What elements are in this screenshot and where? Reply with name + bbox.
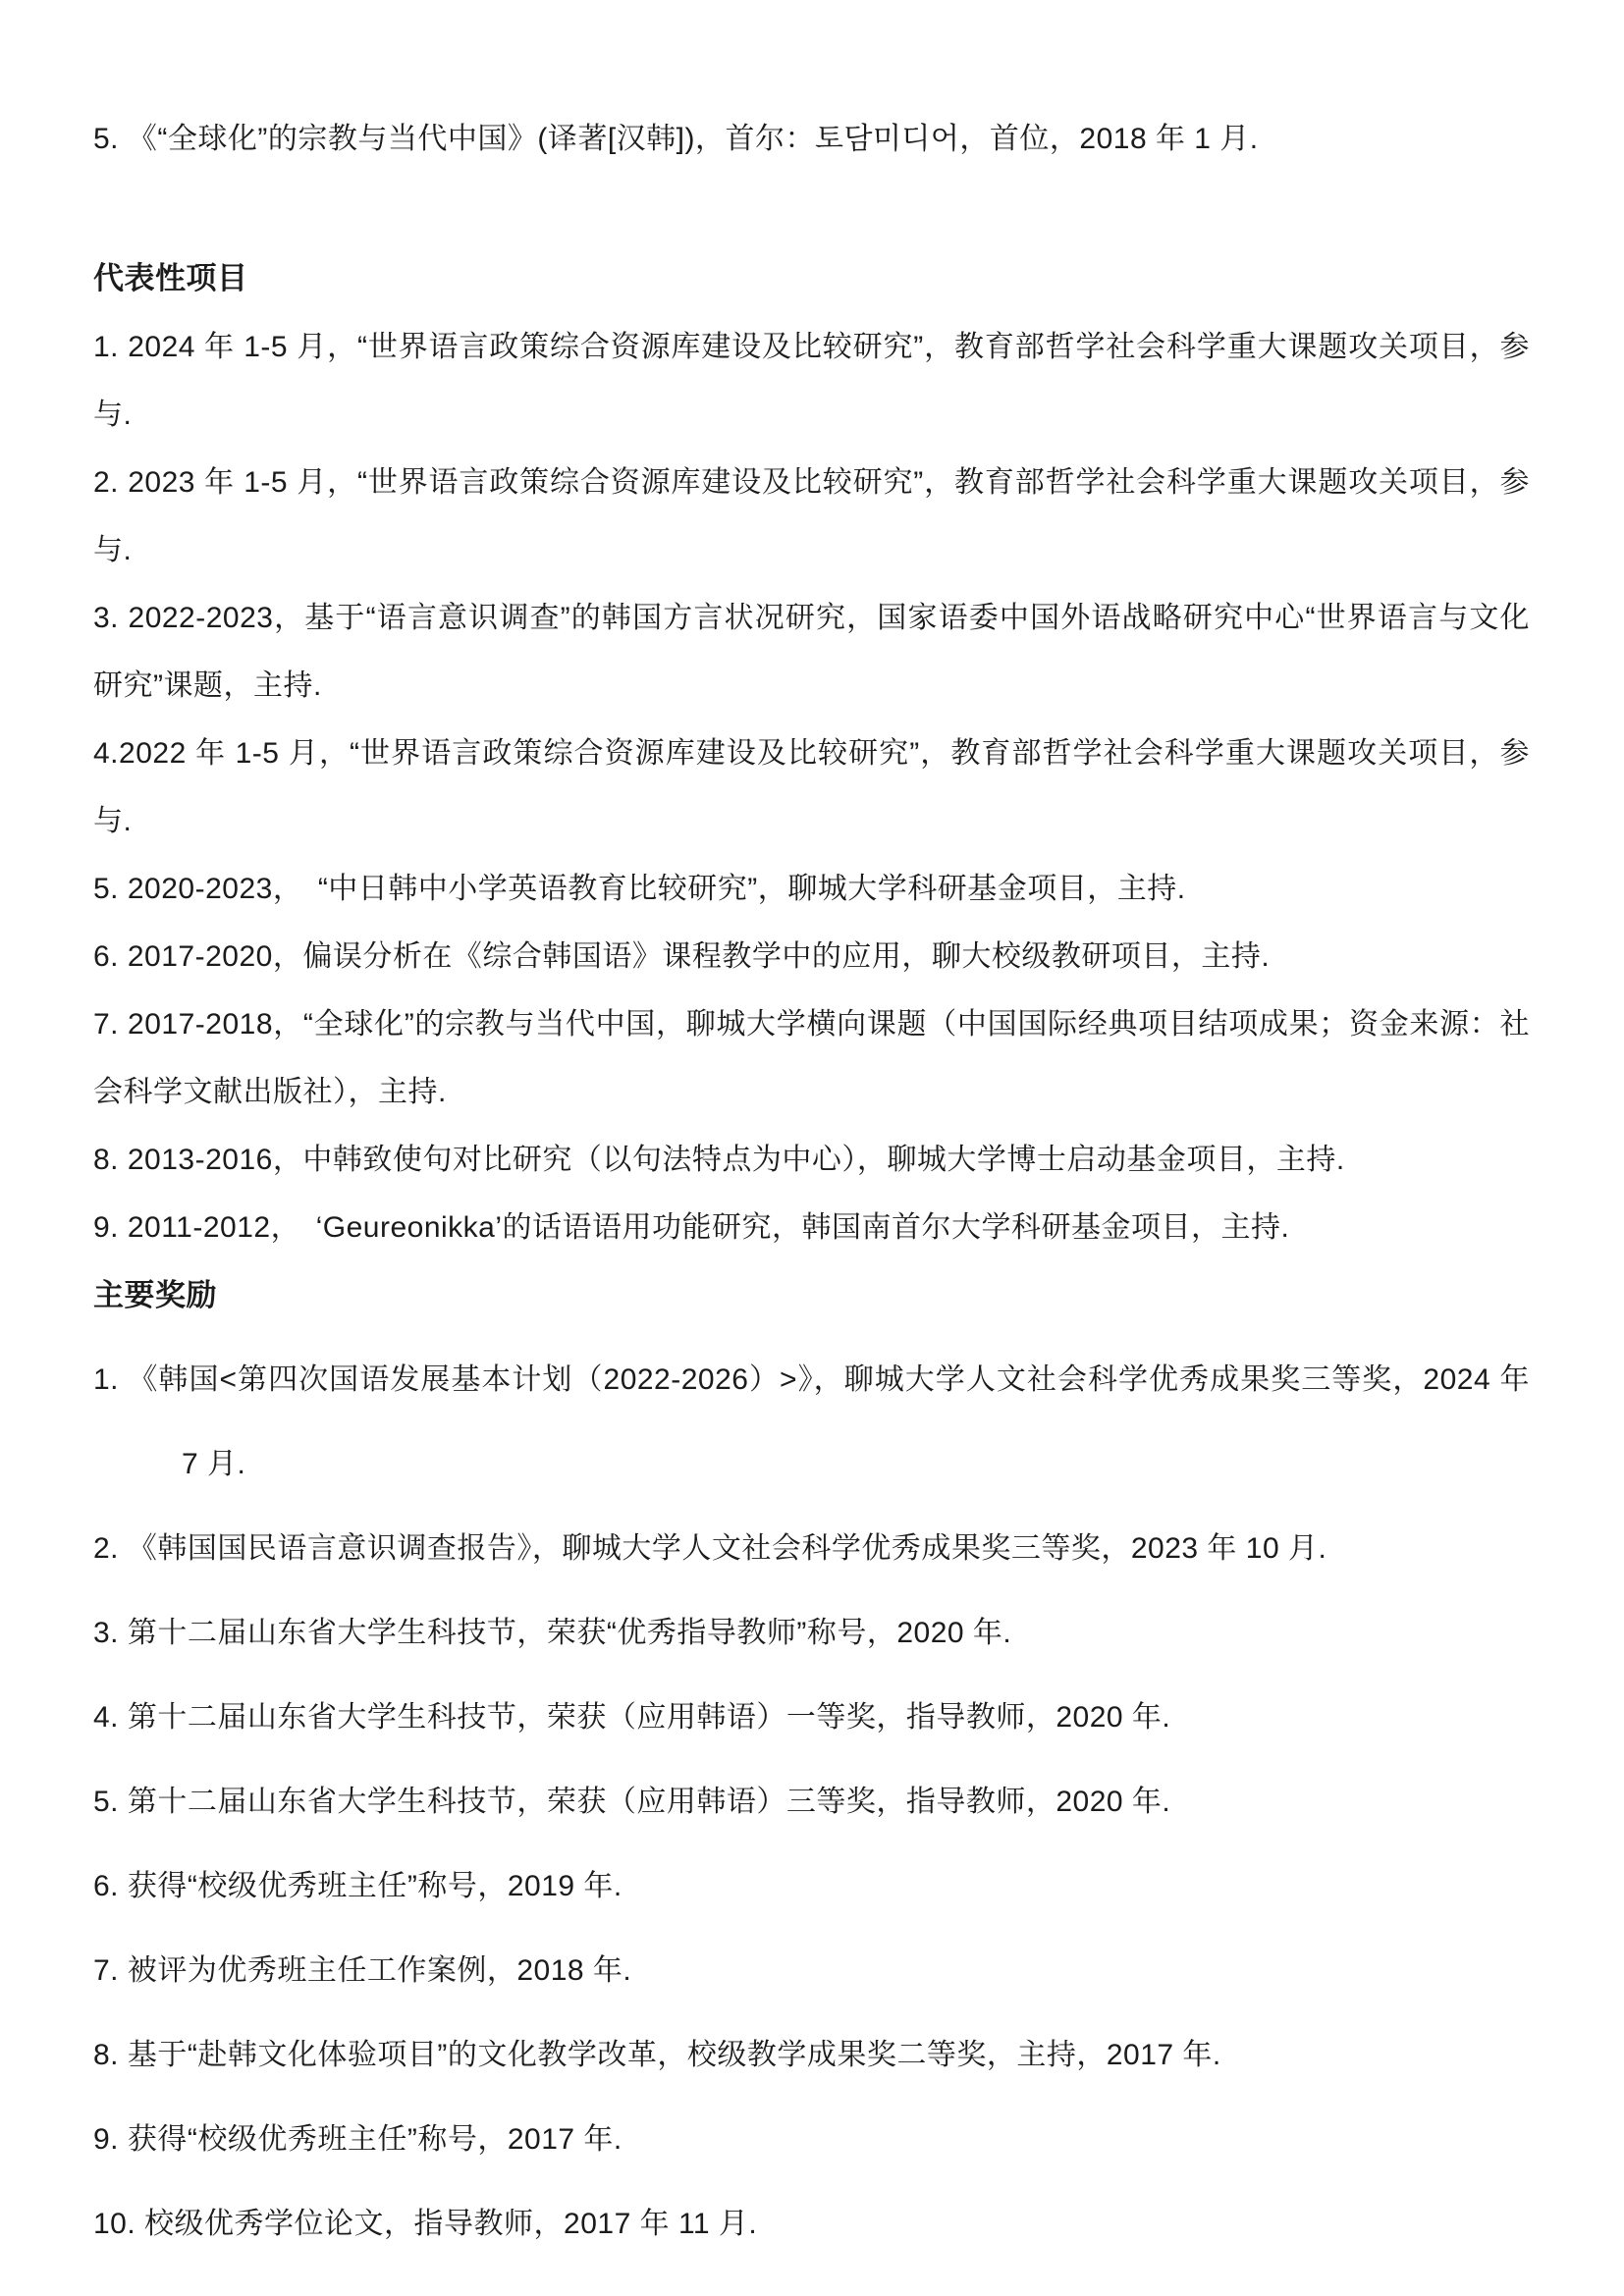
projects-section-heading: 代表性项目: [93, 261, 248, 295]
award-item: 6. 获得“校级优秀班主任”称号，2019 年.: [93, 1870, 623, 1902]
award-item: 9. 获得“校级优秀班主任”称号，2017 年.: [93, 2123, 623, 2156]
project-item: 4.2022 年 1-5 月，“世界语言政策综合资源库建设及比较研究”，教育部哲学社会科学重大课题攻关项目，参与.: [93, 737, 1530, 837]
project-item: 3. 2022-2023，基于“语言意识调查”的韩国方言状况研究，国家语委中国外语战略研究中心“世界语言与文化研究”课题，主持.: [93, 602, 1530, 702]
project-item: 7. 2017-2018，“全球化”的宗教与当代中国，聊城大学横向课题（中国国际经典项目结项成果；资金来源：社会科学文献出版社），主持.: [93, 1008, 1530, 1108]
project-item: 5. 2020-2023， “中日韩中小学英语教育比较研究”，聊城大学科研基金项目，主持.: [93, 873, 1186, 905]
awards-section-heading: 主要奖励: [93, 1278, 217, 1312]
awards-list: [93, 1338, 1530, 2267]
award-item: 3. 第十二届山东省大学生科技节，荣获“优秀指导教师”称号，2020 年.: [93, 1617, 1012, 1649]
award-item: 10. 校级优秀学位论文，指导教师，2017 年 11 月.: [93, 2208, 758, 2240]
project-item: 9. 2011-2012， ‘Geureonikka’的话语语用功能研究，韩国南首尔大学科研基金项目，主持.: [93, 1211, 1290, 1244]
award-item: 1. 《韩国<第四次国语发展基本计划（2022-2026）>》，聊城大学人文社会科学优秀成果奖三等奖，2024 年 7 月.: [93, 1363, 1530, 1480]
award-item: 4. 第十二届山东省大学生科技节，荣获（应用韩语）一等奖，指导教师，2020 年.: [93, 1701, 1171, 1734]
publication-item-5: 5. 《“全球化”的宗教与当代中国》(译著[汉韩])，首尔：토담미디어，首位，2018 年 1 月.: [93, 123, 1259, 155]
project-item: 1. 2024 年 1-5 月，“世界语言政策综合资源库建设及比较研究”，教育部哲学社会科学重大课题攻关项目，参与.: [93, 331, 1530, 431]
project-item: 8. 2013-2016，中韩致使句对比研究（以句法特点为中心），聊城大学博士启动基金项目，主持.: [93, 1144, 1345, 1176]
award-item: 8. 基于“赴韩文化体验项目”的文化教学改革，校级教学成果奖二等奖，主持，2017 年.: [93, 2039, 1221, 2071]
award-item: 2. 《韩国国民语言意识调查报告》，聊城大学人文社会科学优秀成果奖三等奖，2023 年 10 月.: [93, 1532, 1327, 1565]
project-item: 2. 2023 年 1-5 月，“世界语言政策综合资源库建设及比较研究”，教育部哲学社会科学重大课题攻关项目，参与.: [93, 466, 1530, 566]
award-item: 5. 第十二届山东省大学生科技节，荣获（应用韩语）三等奖，指导教师，2020 年.: [93, 1786, 1171, 1818]
award-item: 7. 被评为优秀班主任工作案例，2018 年.: [93, 1954, 632, 1987]
project-item: 6. 2017-2020，偏误分析在《综合韩国语》课程教学中的应用，聊大校级教研项目，主持.: [93, 940, 1271, 973]
projects-list: [93, 313, 1530, 1261]
